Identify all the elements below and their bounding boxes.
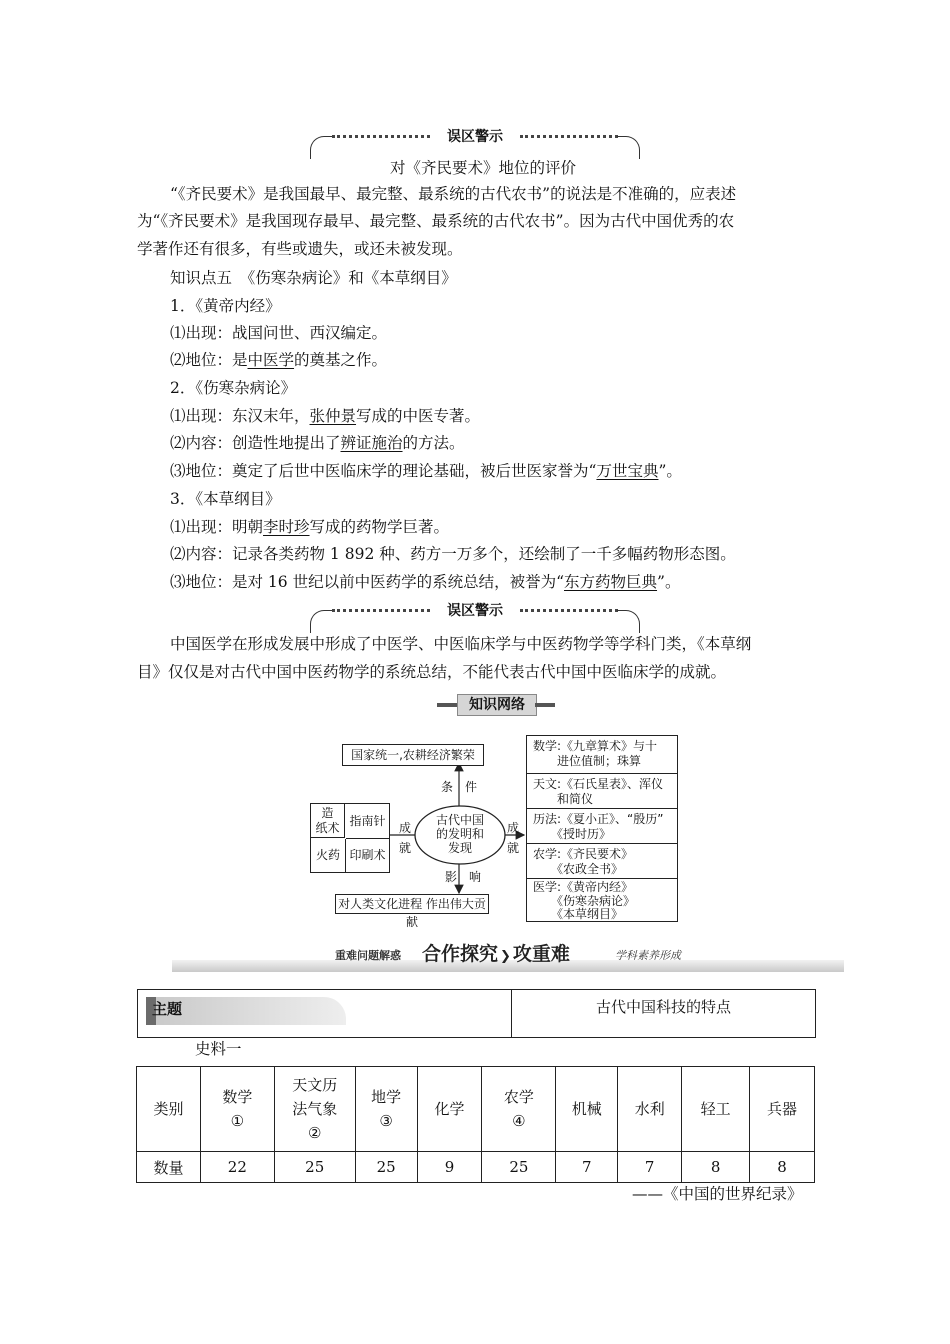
key-term: 万世宝典 [596, 462, 659, 480]
influence-label: 影 响 [445, 870, 482, 884]
table-cell: 25 [355, 1152, 417, 1183]
center-node: 古代中国 的发明和 发现 [435, 813, 484, 855]
topic-label: 主题 [152, 1000, 183, 1018]
table-header-cell: 地学 ③ [355, 1067, 417, 1152]
achievement-agriculture: 农学:《齐民要术》 《农政全书》 [527, 845, 677, 879]
section-item: ⑶地位：奠定了后世中医临床学的理论基础，被后世医家誉为“万世宝典”。 [170, 462, 682, 480]
warning-banner-title: 误区警示 [447, 129, 503, 145]
knowledge-network-title: 知识网络 [437, 694, 555, 714]
topic-value: 古代中国科技的特点 [595, 998, 731, 1016]
achievement-math: 数学:《九章算术》与十 进位值制；珠算 [527, 736, 677, 774]
evaluation-line-2: 为“《齐民要术》是我国现存最早、最完整、最系统的古代农书”。因为古代中国优秀的农 [137, 212, 735, 230]
evaluation-title: 对《齐民要术》地位的评价 [390, 159, 577, 177]
strip-left-text: 重难问题解惑 [335, 949, 401, 962]
table-header-cell: 农学 ④ [482, 1067, 556, 1152]
invention-papermaking: 造 纸术 [311, 804, 345, 838]
table-header-row [137, 1067, 815, 1152]
warning-banner [310, 603, 640, 632]
table-header-cell: 轻工 [682, 1067, 750, 1152]
strip-title: 合作探究 ❯ 攻重难 [422, 943, 570, 965]
key-term: 李时珍 [263, 518, 310, 536]
table-cell: 7 [618, 1152, 682, 1183]
source-label: 史料一 [195, 1040, 242, 1058]
key-term: 辨证施治 [340, 434, 403, 452]
section-item: ⑶地位：是对 16 世纪以前中医药学的系统总结，被誉为“东方药物巨典”。 [170, 573, 681, 591]
warning-banner-title: 误区警示 [447, 603, 503, 619]
table-header-cell: 数学 ① [200, 1067, 274, 1152]
table-header-cell: 天文历 法气象 ② [274, 1067, 355, 1152]
achievement-astronomy: 天文:《石氏星表》、浑仪 和简仪 [527, 775, 677, 809]
invention-printing: 印刷术 [349, 848, 386, 862]
invention-compass: 指南针 [346, 804, 389, 839]
four-inventions-grid [310, 803, 390, 873]
warning-line-1: 中国医学在形成发展中形成了中医学、中医临床学与中医药物学等学科门类，《本草纲 [170, 635, 752, 653]
table-cell: 8 [750, 1152, 815, 1183]
achievement-medicine: 医学:《黄帝内经》 《伤寒杂病论》 《本草纲目》 [533, 880, 636, 921]
section-item: ⑴出现：东汉末年，张仲景写成的中医专著。 [170, 407, 481, 425]
table-header-cell: 兵器 [750, 1067, 815, 1152]
citation: ——《中国的世界纪录》 [632, 1185, 803, 1203]
section-item: ⑴出现：战国问世、西汉编定。 [170, 324, 388, 342]
condition-label: 条 件 [441, 780, 478, 794]
section-heading: 2．《伤寒杂病论》 [170, 379, 297, 397]
table-cell: 9 [417, 1152, 482, 1183]
table-row-label: 数量 [137, 1152, 201, 1183]
achievement-calendar: 历法:《夏小正》、“殷历” 《授时历》 [527, 810, 677, 844]
key-term: 张仲景 [309, 407, 357, 425]
table-header-cell: 水利 [618, 1067, 682, 1152]
topic-table [137, 989, 816, 1038]
left-achievement-label: 成 就 [399, 821, 412, 855]
table-cell: 22 [200, 1152, 274, 1183]
section-item: ⑵内容：创造性地提出了辨证施治的方法。 [170, 434, 465, 452]
achievements-column [526, 735, 678, 922]
warning-line-2: 目》仅仅是对古代中国中医药物学的系统总结，不能代表古代中国中医临床学的成就。 [137, 663, 727, 681]
table-header-cell: 机械 [556, 1067, 618, 1152]
section-heading: 1．《黄帝内经》 [170, 297, 281, 315]
key-term: 东方药物巨典 [564, 573, 658, 591]
key-term: 中医学 [247, 351, 295, 369]
table-header-cell: 类别 [137, 1067, 201, 1152]
circle-arrow-icon: ❯ [500, 949, 511, 964]
table-cell: 25 [482, 1152, 556, 1183]
section-item: ⑴出现：明朝李时珍写成的药物学巨著。 [170, 518, 450, 536]
evaluation-line-1: “《齐民要术》是我国最早、最完整、最系统的古代农书”的说法是不准确的，应表述 [170, 185, 737, 203]
data-table [136, 1066, 815, 1183]
condition-box: 国家统一,农耕经济繁荣 [342, 744, 484, 766]
table-cell: 7 [556, 1152, 618, 1183]
warning-banner [310, 129, 640, 158]
invention-gunpowder: 火药 [311, 839, 346, 872]
evaluation-line-3: 学著作还有很多，有些或遗失，或还未被发现。 [137, 240, 463, 258]
table-header-cell: 化学 [417, 1067, 482, 1152]
strip-right-text: 学科素养形成 [615, 949, 681, 962]
table-cell: 25 [274, 1152, 355, 1183]
right-achievement-label: 成 就 [507, 821, 520, 855]
section-heading: 3．《本草纲目》 [170, 490, 281, 508]
section-item: ⑵内容：记录各类药物 1 892 种、药方一万多个，还绘制了一千多幅药物形态图。 [170, 545, 736, 563]
section-item: ⑵地位：是中医学的奠基之作。 [170, 351, 388, 369]
knowledge-point-heading: 知识点五 《伤寒杂病论》和《本草纲目》 [170, 269, 457, 287]
table-row [137, 1152, 815, 1183]
table-cell: 8 [682, 1152, 750, 1183]
contribution-box: 对人类文化进程 作出伟大贡献 [335, 894, 489, 914]
